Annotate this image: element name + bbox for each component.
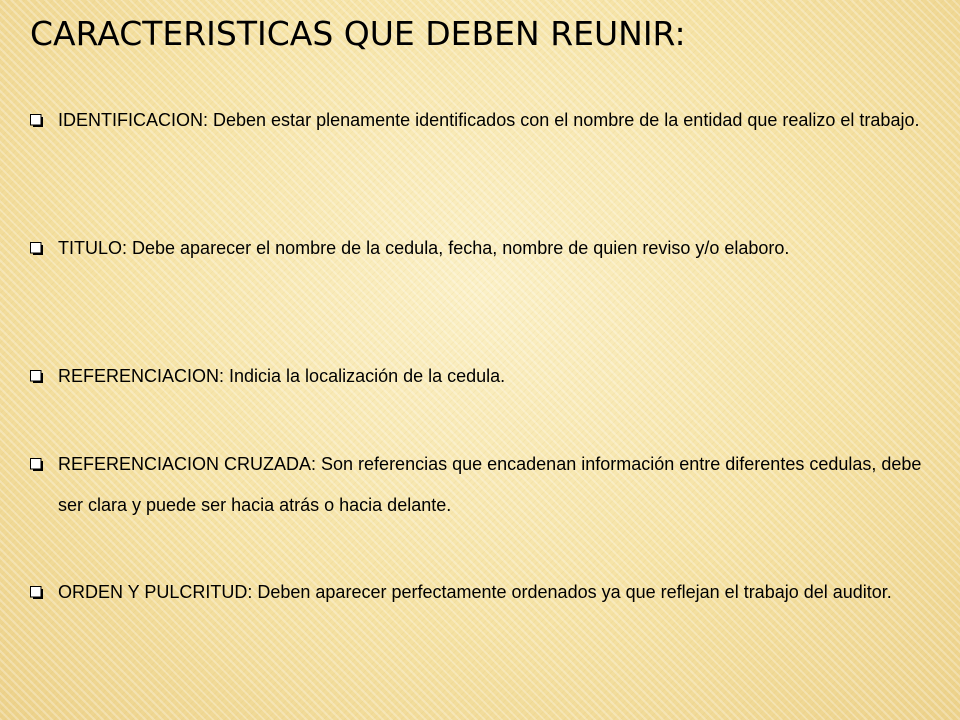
bullet-text: REFERENCIACION CRUZADA: Son referencias que encadenan información entre diferentes cedulas, debe ser clara y puede ser hacia atrás o hacia delante. — [58, 454, 922, 515]
bullet-item — [30, 356, 940, 444]
checkbox-square-icon — [30, 572, 58, 613]
checkbox-square-icon — [30, 356, 58, 397]
checkbox-square-icon — [30, 444, 58, 485]
bullet-item — [30, 444, 940, 572]
bullet-list — [30, 100, 940, 656]
bullet-text: REFERENCIACION: Indicia la localización de la cedula. — [58, 366, 506, 386]
bullet-item — [30, 100, 940, 228]
bullet-text: IDENTIFICACION: Deben estar plenamente identificados con el nombre de la entidad que realizo el trabajo. — [58, 110, 920, 130]
checkbox-square-icon — [30, 228, 58, 269]
bullet-item — [30, 228, 940, 356]
bullet-item — [30, 572, 940, 656]
bullet-text: ORDEN Y PULCRITUD: Deben aparecer perfectamente ordenados ya que reflejan el trabajo del auditor. — [58, 582, 892, 602]
checkbox-square-icon — [30, 100, 58, 141]
bullet-text: TITULO: Debe aparecer el nombre de la cedula, fecha, nombre de quien reviso y/o elaboro. — [58, 238, 790, 258]
slide-title: CARACTERISTICAS QUE DEBEN REUNIR: — [30, 14, 686, 53]
